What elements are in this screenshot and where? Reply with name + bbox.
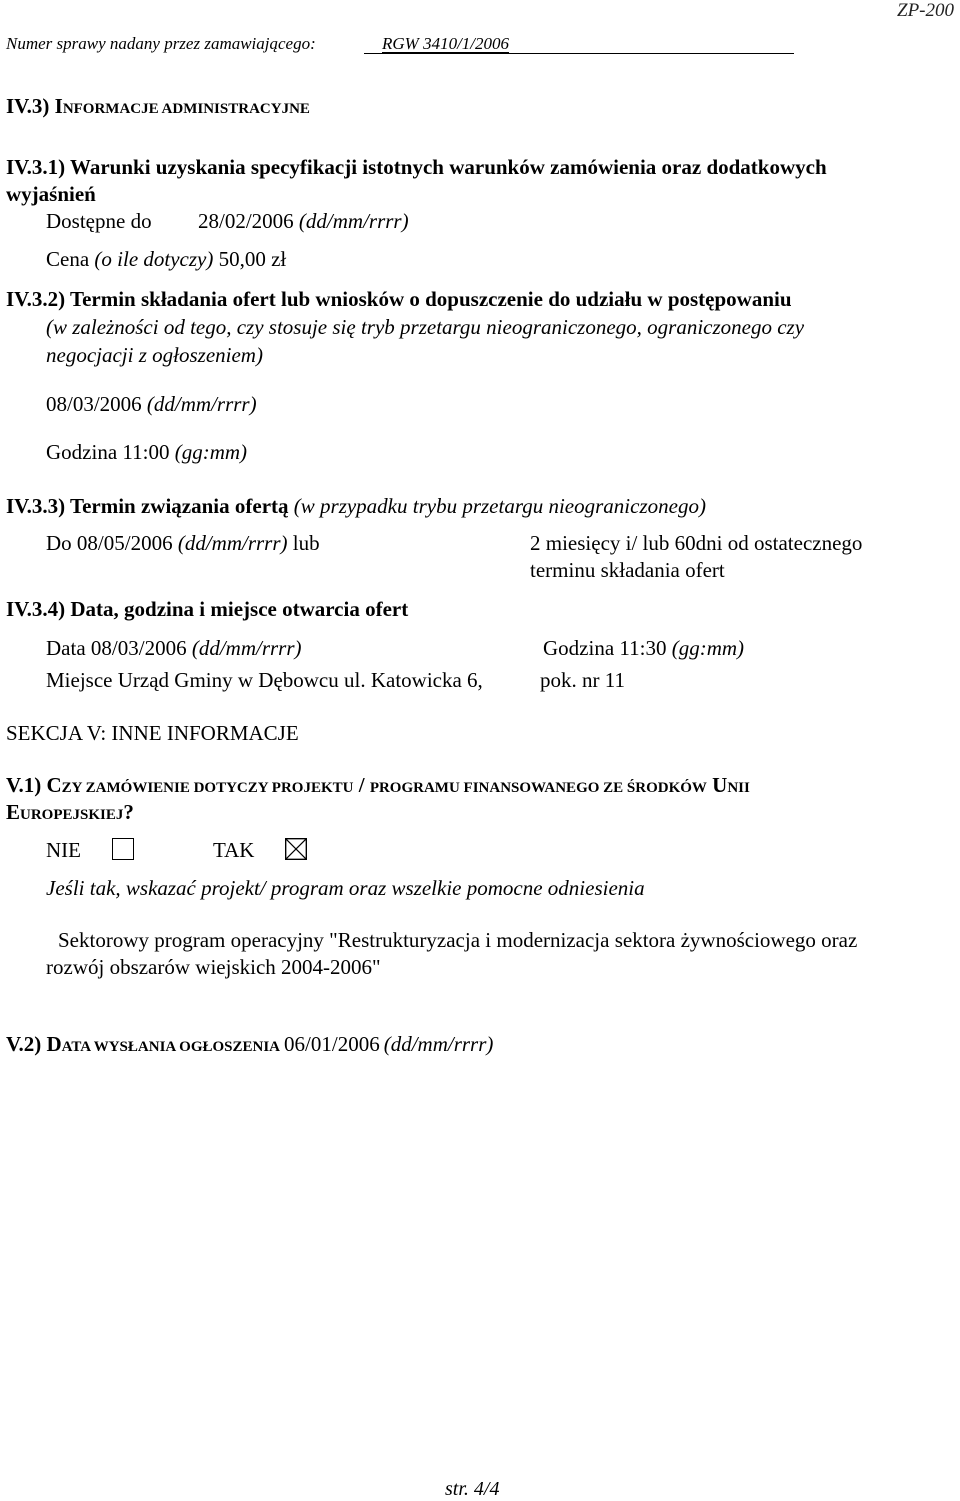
caps-segment: NII bbox=[727, 780, 750, 796]
v2-title bbox=[46, 1032, 281, 1056]
v1-question bbox=[6, 773, 750, 798]
price-line bbox=[46, 247, 286, 272]
iv32-time-format: (gg:mm) bbox=[174, 440, 248, 464]
caps-segment: D bbox=[46, 1032, 62, 1056]
iv33-alt-line2: terminu składania ofert bbox=[530, 558, 725, 582]
case-number-label: Numer sprawy nadany przez zamawiającego: bbox=[6, 34, 316, 53]
caps-segment: U bbox=[706, 773, 728, 797]
yes-label: TAK bbox=[213, 838, 255, 862]
v1-question-line1 bbox=[46, 773, 750, 797]
iv34-place bbox=[46, 668, 483, 693]
v2-line bbox=[6, 1032, 493, 1057]
caps-segment: ATA WYSŁANIA OGŁOSZENIA bbox=[61, 1039, 281, 1055]
iv34-heading: IV.3.4) Data, godzina i miejsce otwarcia ofert bbox=[6, 597, 409, 621]
yes-checkbox[interactable] bbox=[285, 838, 307, 860]
v1-instruction: Jeśli tak, wskazać projekt/ program oraz wszelkie pomocne odniesienia bbox=[46, 876, 645, 900]
v1-question-line2 bbox=[6, 800, 134, 824]
iv33-deadline bbox=[46, 531, 320, 556]
v1-program-line1: Sektorowy program operacyjny "Restrukturyzacja i modernizacja sektora żywnościowego oraz bbox=[58, 928, 858, 952]
iv34-place-label: Miejsce bbox=[46, 668, 113, 692]
caps-segment: ZY ZAMÓWIENIE DOTYCZY PROJEKTU bbox=[61, 780, 354, 796]
iv32-time-label: Godzina bbox=[46, 440, 118, 464]
iv34-time-label: Godzina bbox=[543, 636, 615, 660]
v2-date-format: (dd/mm/rrrr) bbox=[383, 1032, 494, 1056]
iv34-date-value: 08/03/2006 bbox=[90, 636, 187, 660]
iv33-date-format: (dd/mm/rrrr) bbox=[177, 531, 288, 555]
caps-segment: ? bbox=[123, 800, 134, 824]
iv34-time bbox=[543, 636, 744, 661]
iv32-heading: IV.3.2) Termin składania ofert lub wniosków o dopuszczenie do udziału w postępowaniu bbox=[6, 287, 792, 311]
page-number: str. 4/4 bbox=[445, 1478, 500, 1500]
iv34-date-label: Data bbox=[46, 636, 86, 660]
section-v-heading: SEKCJA V: INNE INFORMACJE bbox=[6, 721, 299, 745]
price-label: Cena bbox=[46, 247, 90, 271]
iv33-alt-line1: 2 miesięcy i/ lub 60dni od ostatecznego bbox=[530, 531, 863, 555]
v1-program-line2: rozwój obszarów wiejskich 2004-2006" bbox=[46, 955, 381, 979]
iv34-time-format: (gg:mm) bbox=[671, 636, 745, 660]
iv33-note: (w przypadku trybu przetargu nieograniczonego) bbox=[293, 494, 706, 518]
no-label: NIE bbox=[46, 838, 81, 862]
caps-segment: C bbox=[46, 773, 62, 797]
case-number-underline bbox=[364, 53, 794, 54]
available-date-format: (dd/mm/rrrr) bbox=[298, 209, 409, 233]
iv32-time-value: 11:00 bbox=[122, 440, 170, 464]
iv32-date bbox=[46, 392, 257, 417]
iv33-heading-line bbox=[6, 494, 706, 519]
iv34-time-value: 11:30 bbox=[619, 636, 667, 660]
iv33-to-label: Do bbox=[46, 531, 72, 555]
iv32-note-cont: negocjacji z ogłoszeniem) bbox=[46, 343, 263, 367]
iv34-date bbox=[46, 636, 302, 661]
iv34-date-format: (dd/mm/rrrr) bbox=[191, 636, 302, 660]
iv31-heading: IV.3.1) Warunki uzyskania specyfikacji istotnych warunków zamówienia oraz dodatkowych bbox=[6, 155, 827, 179]
caps-segment: UROPEJSKIEJ bbox=[20, 807, 124, 823]
iv34-room: pok. nr 11 bbox=[540, 668, 625, 692]
iv32-note: (w zależności od tego, czy stosuje się tryb przetargu nieograniczonego, ograniczonego czy bbox=[46, 315, 805, 339]
available-date bbox=[198, 209, 409, 234]
no-checkbox[interactable] bbox=[112, 838, 134, 860]
iv33-or-label: lub bbox=[292, 531, 320, 555]
caps-segment: / bbox=[353, 773, 370, 797]
form-code: ZP-200 bbox=[897, 0, 954, 21]
iv33-heading: IV.3.3) Termin związania ofertą bbox=[6, 494, 289, 518]
available-date-value: 28/02/2006 bbox=[198, 209, 294, 233]
iv32-date-value: 08/03/2006 bbox=[46, 392, 142, 416]
iv34-place-value: Urząd Gminy w Dębowcu ul. Katowicka 6, bbox=[117, 668, 483, 692]
case-number: RGW 3410/1/2006 bbox=[382, 34, 510, 53]
iv33-to-date: 08/05/2006 bbox=[76, 531, 173, 555]
price-value: 50,00 zł bbox=[218, 247, 287, 271]
v1-question-cont bbox=[6, 800, 134, 825]
caps-segment: E bbox=[6, 800, 21, 824]
check-x-icon bbox=[286, 839, 306, 859]
iv32-date-format: (dd/mm/rrrr) bbox=[146, 392, 257, 416]
price-note: (o ile dotyczy) bbox=[94, 247, 214, 271]
iv32-time bbox=[46, 440, 247, 465]
caps-segment: PROGRAMU FINANSOWANEGO ZE ŚRODKÓW bbox=[369, 780, 707, 796]
available-label: Dostępne do bbox=[46, 209, 152, 233]
v2-num: V.2) bbox=[6, 1032, 47, 1056]
iv31-heading-cont: wyjaśnień bbox=[6, 182, 96, 206]
v1-num: V.1) bbox=[6, 773, 47, 797]
v2-date: 06/01/2006 bbox=[284, 1032, 380, 1056]
section-iv3-heading: IV.3) INFORMACJE ADMINISTRACYJNE bbox=[6, 94, 310, 118]
